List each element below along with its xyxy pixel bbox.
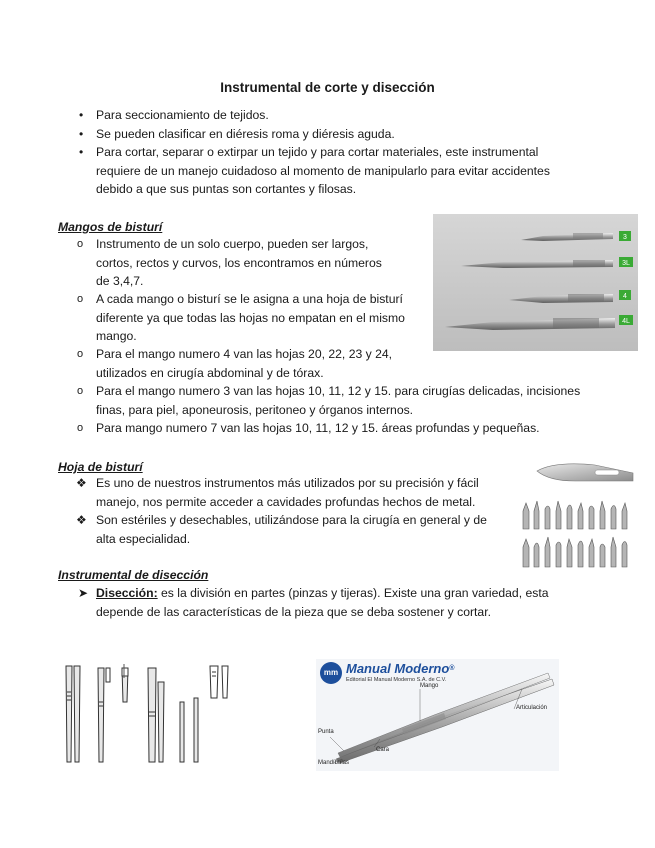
section-heading-mangos: Mangos de bisturí	[58, 220, 163, 234]
list-item: o A cada mango o bisturí se le asigna a una hoja de bisturí diferente ya que todas las hojas no empatan en el mismo mango.	[77, 292, 405, 343]
list-item: o Para mango numero 7 van las hojas 10, 11, 12 y 15. áreas profundas y pequeñas.	[96, 419, 606, 438]
list-item: ❖ Es uno de nuestros instrumentos más utilizados por su precisión y fácil manejo, nos permite acceder a cavidades profundas hechos de metal.	[76, 476, 479, 509]
label-3l: 3L	[622, 260, 630, 267]
label-4: 4	[623, 293, 627, 300]
publisher-logo-icon: mm	[320, 662, 342, 684]
bullet-icon: •	[79, 108, 84, 122]
bullet-icon: •	[79, 145, 84, 159]
forceps-illustration	[316, 659, 559, 771]
bullet-icon: •	[79, 127, 84, 141]
label-mango: Mango	[420, 683, 439, 689]
page-title: Instrumental de corte y disección	[220, 80, 435, 95]
circle-bullet-icon: o	[77, 293, 84, 305]
label-4l: 4L	[622, 318, 630, 325]
scalpel-blades-photo	[515, 459, 637, 577]
forceps-drawing	[122, 664, 128, 702]
circle-bullet-icon: o	[77, 422, 84, 434]
label-punta: Punta	[318, 729, 334, 735]
label-cara: Cara	[376, 747, 390, 753]
diamond-bullet-icon: ❖	[76, 513, 87, 527]
publisher-name: Editorial El Manual Moderno S.A. de C.V.	[346, 677, 447, 683]
section-heading-hoja: Hoja de bisturí	[58, 460, 143, 474]
forceps-drawings	[58, 662, 238, 770]
forceps-anatomy-figure	[316, 659, 559, 771]
circle-bullet-icon: o	[77, 385, 84, 397]
brand-name: Manual Moderno®	[346, 661, 455, 676]
definition-term: Disección:	[96, 586, 158, 600]
scalpel-handles-photo	[433, 214, 638, 351]
label-mandibulas: Mandíbulas	[318, 760, 350, 766]
label-3: 3	[623, 234, 627, 241]
circle-bullet-icon: o	[77, 348, 84, 360]
list-item: o Para el mango numero 3 van las hojas 10, 11, 12 y 15. para cirugías delicadas, incisiones finas, para piel, aponeurosis, peritoneo y órganos internos.	[77, 384, 581, 417]
section-heading-diseccion: Instrumental de disección	[58, 568, 209, 582]
label-articulacion: Articulación	[516, 705, 548, 711]
list-item: ❖ Son estériles y desechables, utilizándose para la cirugía en general y de alta especialidad.	[76, 513, 487, 546]
list-item: • Se pueden clasificar en diéresis roma y diéresis aguda.	[96, 125, 566, 144]
diamond-bullet-icon: ❖	[76, 476, 87, 490]
circle-bullet-icon: o	[77, 238, 84, 250]
list-item: • Para cortar, separar o extirpar un tejido y para cortar materiales, este instrumental requiere de un manejo cuidadoso al momento de manipularlo para evitar accidentes debido a que sus puntas son cortantes y filosas.	[79, 145, 550, 196]
arrow-bullet-icon: ➤	[78, 586, 89, 600]
list-item: o Para el mango numero 4 van las hojas 20, 22, 23 y 24, utilizados en cirugía abdominal y de tórax.	[77, 347, 393, 380]
diseccion-definition	[78, 584, 566, 621]
definition-text: es la división en partes (pinzas y tijeras). Existe una gran variedad, esta depende de las características de la pieza que se deba sostener y cortar.	[96, 586, 549, 619]
list-item: • Para seccionamiento de tejidos.	[96, 106, 566, 125]
list-item: o Instrumento de un solo cuerpo, pueden ser largos, cortos, rectos y curvos, los encontramos en números de 3,4,7.	[77, 237, 382, 288]
